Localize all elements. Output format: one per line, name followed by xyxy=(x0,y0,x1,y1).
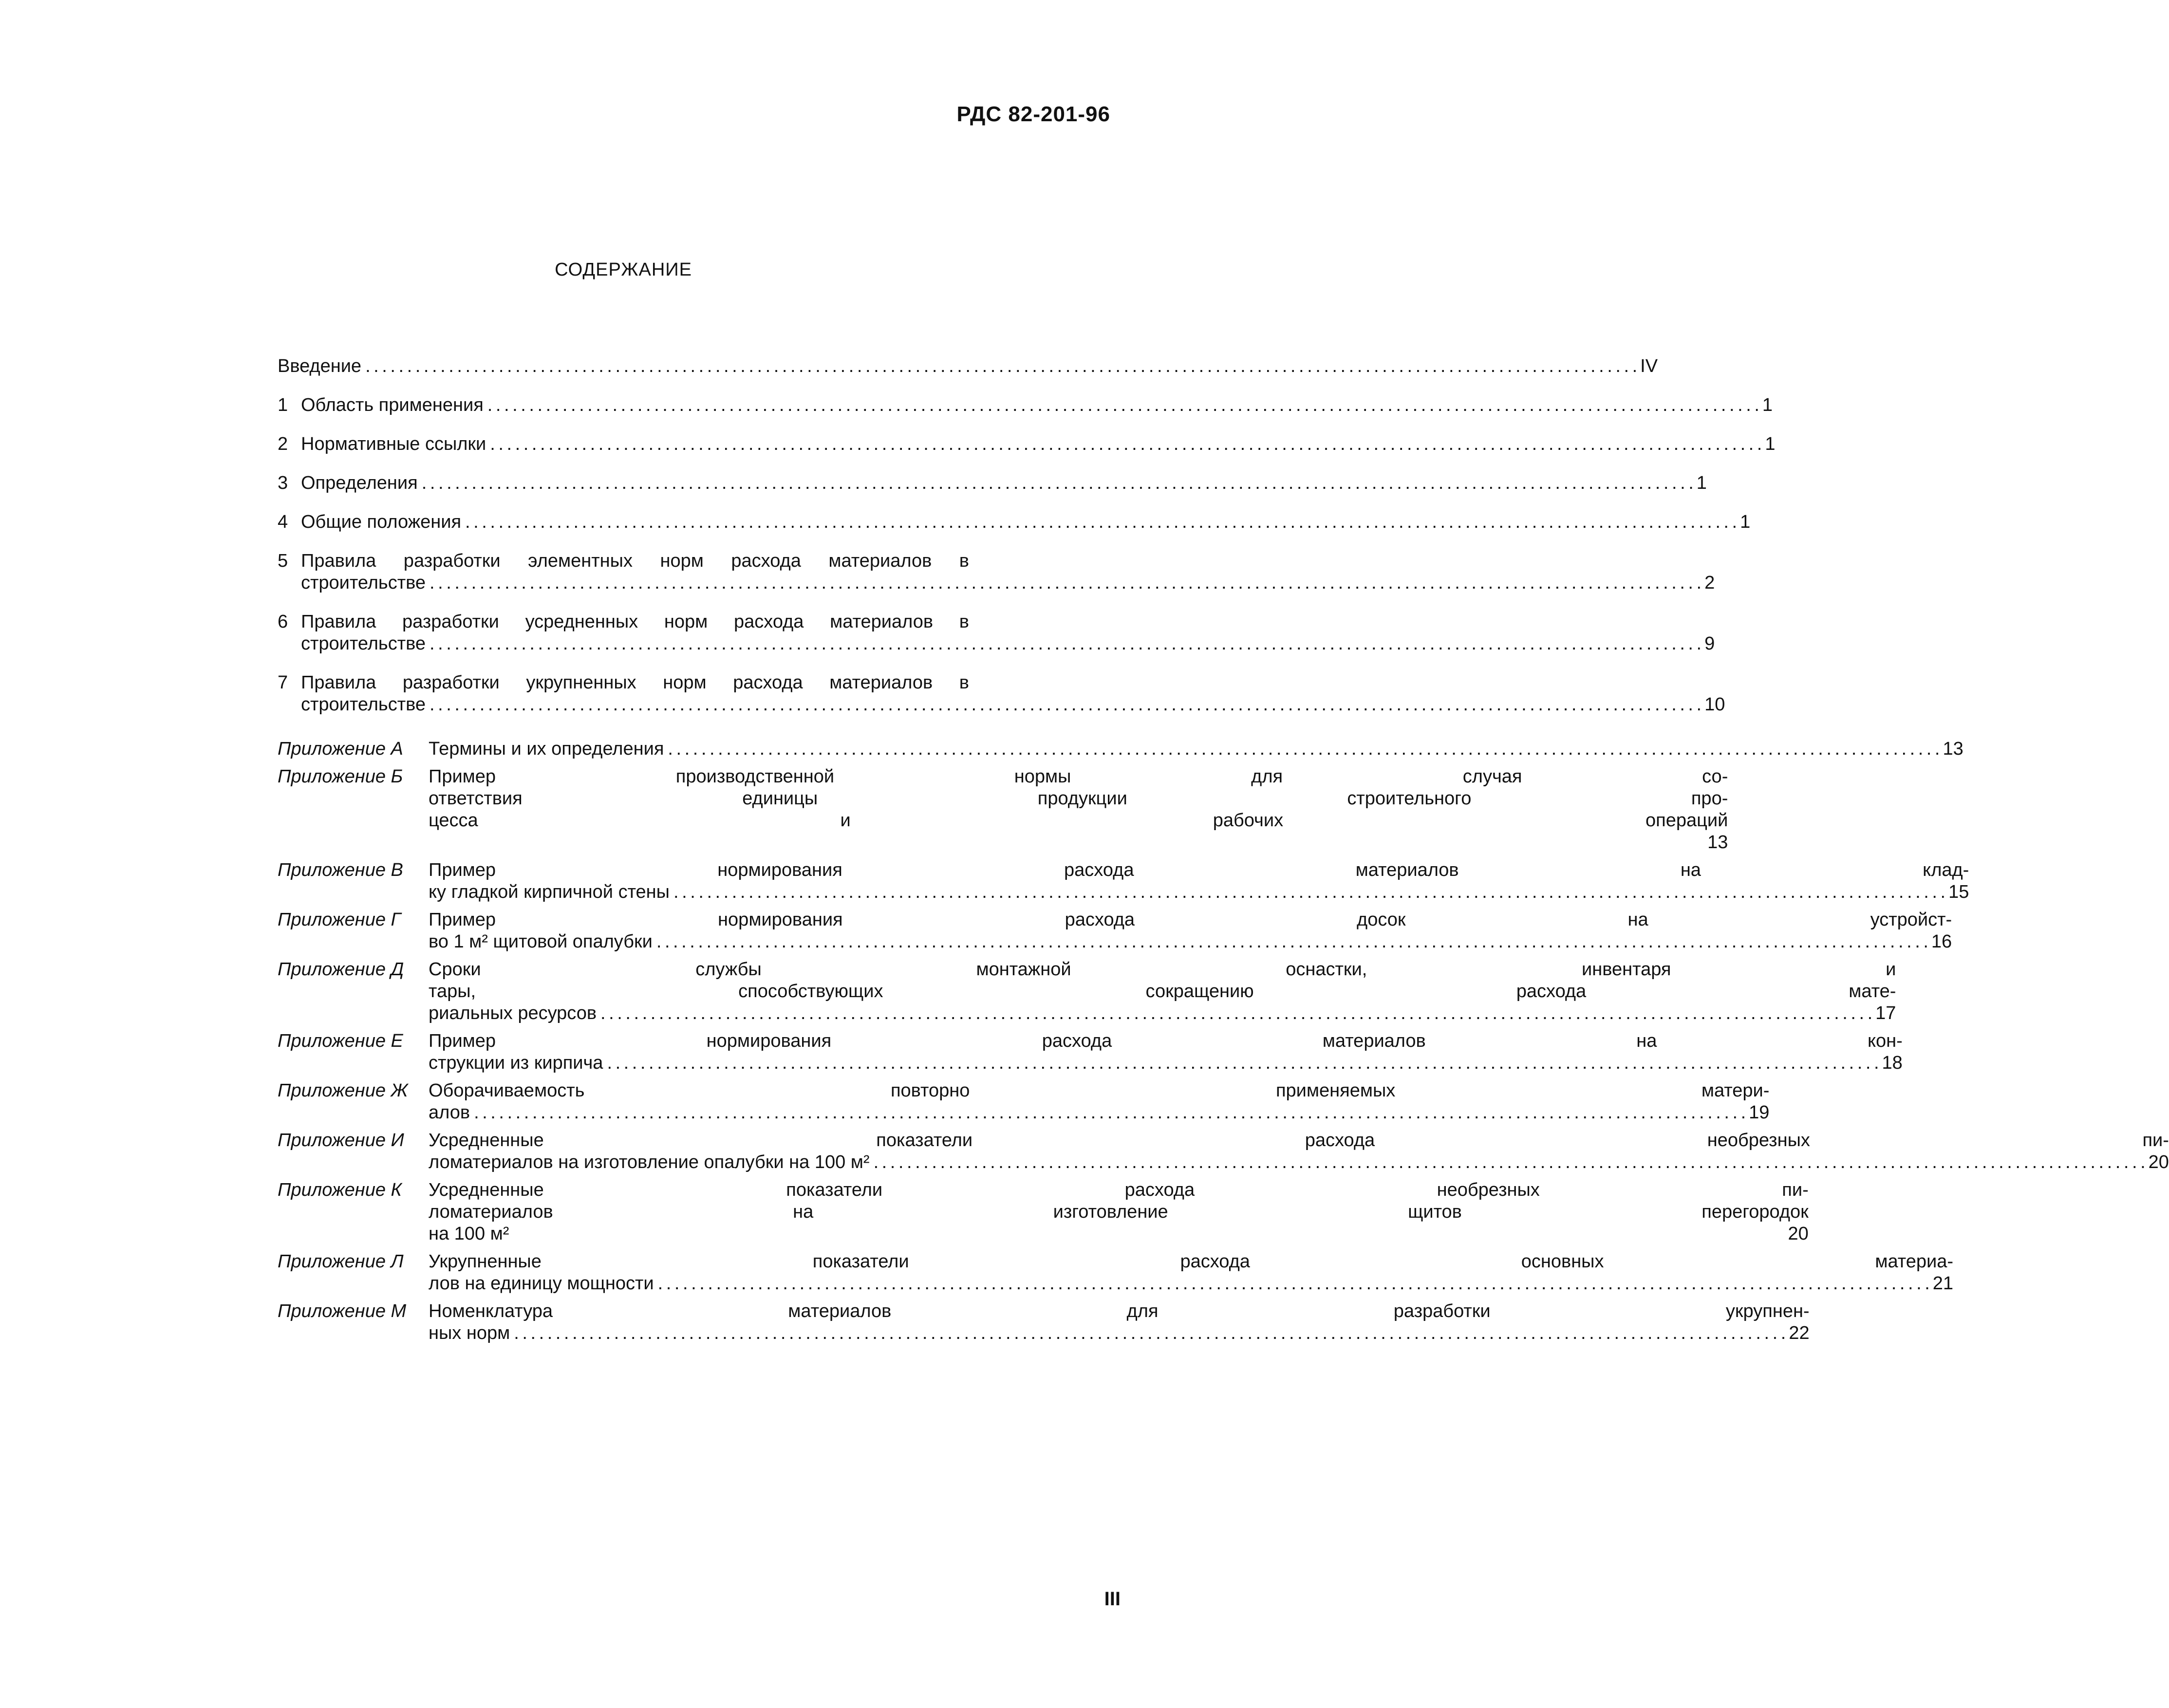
toc-appendix-entry[interactable] xyxy=(278,1130,2169,1173)
section-number: 7 xyxy=(278,672,288,693)
page-number: III xyxy=(1104,1588,1121,1610)
toc-entry-leader-line[interactable] xyxy=(301,694,1725,716)
toc-entry-line: Оборачиваемость повторно применяемых матери- xyxy=(429,1080,1770,1101)
appendix-label: Приложение К xyxy=(278,1180,402,1200)
section-number: 3 xyxy=(278,473,288,493)
section-number: 2 xyxy=(278,434,288,454)
toc-entry-text: Нормативные ссылки xyxy=(301,434,486,454)
table-of-contents xyxy=(278,355,2169,1344)
appendix-body xyxy=(429,909,1952,953)
section-body xyxy=(301,394,1773,416)
section-body xyxy=(301,672,1725,716)
toc-entry-line: Пример нормирования расхода материалов на клад- xyxy=(429,860,1969,880)
dot-leader xyxy=(668,738,1939,760)
toc-appendix-entry[interactable] xyxy=(278,766,1728,854)
toc-entry-leader-line[interactable] xyxy=(301,472,1707,494)
toc-entry-leader-line[interactable] xyxy=(301,394,1773,416)
appendix-label: Приложение М xyxy=(278,1301,407,1321)
toc-appendix-entry[interactable] xyxy=(278,909,1952,953)
dot-leader xyxy=(658,1273,1929,1295)
toc-page-number: 13 xyxy=(1707,832,1728,853)
toc-entry-leader-line[interactable] xyxy=(301,433,1776,455)
toc-title: СОДЕРЖАНИЕ xyxy=(555,260,692,280)
toc-page-number: 10 xyxy=(1704,694,1725,715)
toc-entry-leader-line[interactable] xyxy=(429,738,1963,760)
toc-page-number: 1 xyxy=(1765,434,1776,454)
toc-entry-line: Пример нормирования расхода материалов на кон- xyxy=(429,1031,1903,1051)
toc-page-number: 17 xyxy=(1875,1003,1896,1023)
toc-section-entry[interactable] xyxy=(278,355,1658,377)
section-body xyxy=(301,472,1707,494)
section-body xyxy=(278,355,1658,377)
toc-page-number: 16 xyxy=(1931,931,1952,952)
toc-entry-text: ломатериалов на изготовление опалубки на 100 м² xyxy=(429,1152,870,1172)
toc-entry-leader-line[interactable] xyxy=(301,572,1715,594)
toc-entry-line: Сроки службы монтажной оснастки, инвентаря и xyxy=(429,959,1896,980)
toc-entry-leader-line[interactable] xyxy=(429,832,1728,854)
toc-entry-text: Определения xyxy=(301,473,418,493)
toc-entry-line: Пример нормирования расхода досок на устройст- xyxy=(429,910,1952,930)
dot-leader xyxy=(514,1322,1785,1344)
toc-entry-leader-line[interactable] xyxy=(429,1052,1903,1074)
section-number: 6 xyxy=(278,612,288,632)
toc-entry-line: Правила разработки усредненных норм расхода материалов в xyxy=(301,612,969,632)
toc-page-number: 15 xyxy=(1948,882,1969,902)
toc-entry-line: Правила разработки элементных норм расхода материалов в xyxy=(301,551,969,571)
toc-entry-text: алов xyxy=(429,1102,470,1123)
toc-appendix-entry[interactable] xyxy=(278,1030,1903,1074)
toc-entry-text: лов на единицу мощности xyxy=(429,1273,654,1294)
toc-entry-line: Усредненные показатели расхода необрезных пи- xyxy=(429,1130,2169,1151)
toc-entry-text: Введение xyxy=(278,356,362,376)
toc-entry-leader-line[interactable] xyxy=(429,1003,1896,1024)
toc-section-entry[interactable] xyxy=(278,433,1776,455)
toc-page-number: 22 xyxy=(1789,1323,1810,1343)
toc-entry-line: цесса и рабочих операций xyxy=(429,810,1728,831)
toc-entry-text: риальных ресурсов xyxy=(429,1003,597,1023)
toc-page-number: 19 xyxy=(1749,1102,1770,1123)
appendix-body xyxy=(429,1251,1953,1295)
appendix-label: Приложение Г xyxy=(278,910,401,930)
toc-appendix-entry[interactable] xyxy=(278,959,1896,1024)
section-body xyxy=(301,433,1776,455)
appendix-body xyxy=(429,859,1969,903)
dot-leader xyxy=(430,572,1701,594)
toc-entry-leader-line[interactable] xyxy=(429,1102,1769,1124)
toc-page-number: 21 xyxy=(1932,1273,1954,1294)
toc-entry-text: строительстве xyxy=(301,694,426,715)
dot-leader xyxy=(430,694,1701,716)
toc-entry-line: ответствия единицы продукции строительного про- xyxy=(429,788,1728,809)
toc-page-number: 2 xyxy=(1704,573,1715,593)
appendix-label: Приложение Е xyxy=(278,1031,403,1051)
appendix-label: Приложение Д xyxy=(278,959,404,980)
toc-entry-text: ных норм xyxy=(429,1323,510,1343)
toc-entry-text: Область применения xyxy=(301,395,484,415)
toc-entry-leader-line[interactable] xyxy=(429,1223,1809,1245)
toc-entry-text: Термины и их определения xyxy=(429,739,664,759)
toc-section-entry[interactable] xyxy=(278,550,1715,594)
toc-entry-leader-line[interactable] xyxy=(429,1151,2169,1173)
toc-page-number: 20 xyxy=(1788,1224,1809,1244)
toc-page-number: 13 xyxy=(1943,739,1963,759)
toc-entry-line: тары, способствующих сокращению расхода мате- xyxy=(429,981,1896,1002)
toc-appendix-entry[interactable] xyxy=(278,1251,1954,1295)
appendix-body xyxy=(429,959,1896,1024)
toc-entry-leader-line[interactable] xyxy=(429,1273,1953,1295)
toc-appendices xyxy=(278,738,2169,1344)
toc-page-number: 9 xyxy=(1704,633,1715,654)
toc-entry-line: Правила разработки укрупненных норм расхода материалов в xyxy=(301,672,969,693)
toc-entry-line: Усредненные показатели расхода необрезных пи- xyxy=(429,1180,1809,1200)
appendix-body xyxy=(429,1179,1809,1245)
toc-entry-text: Общие положения xyxy=(301,512,462,532)
toc-page-number: 20 xyxy=(2148,1152,2169,1172)
toc-entry-text: струкции из кирпича xyxy=(429,1053,603,1073)
toc-page-number: IV xyxy=(1640,356,1658,376)
toc-entry-line: Пример производственной нормы для случая со- xyxy=(429,766,1728,787)
appendix-body xyxy=(429,1080,1769,1124)
toc-section-entry[interactable] xyxy=(278,672,1725,716)
toc-appendix-entry[interactable] xyxy=(278,1080,1770,1124)
section-number: 4 xyxy=(278,512,288,532)
appendix-label: Приложение Б xyxy=(278,766,403,787)
toc-entry-leader-line[interactable] xyxy=(429,881,1969,903)
dot-leader xyxy=(422,472,1693,494)
toc-entry-text: строительстве xyxy=(301,633,426,654)
appendix-label: Приложение Л xyxy=(278,1251,404,1272)
toc-page-number: 1 xyxy=(1762,395,1773,415)
appendix-body xyxy=(429,1300,1810,1344)
toc-sections xyxy=(278,355,1776,716)
toc-entry-line: Номенклатура материалов для разработки укрупнен- xyxy=(429,1301,1810,1321)
appendix-label: Приложение И xyxy=(278,1130,404,1151)
dot-leader xyxy=(673,881,1945,903)
appendix-body xyxy=(429,1130,2169,1173)
dot-leader xyxy=(474,1102,1745,1124)
appendix-label: Приложение А xyxy=(278,739,403,759)
toc-entry-line: Укрупненные показатели расхода основных материа- xyxy=(429,1251,1954,1272)
document-code: РДС 82-201-96 xyxy=(956,102,1110,126)
toc-entry-line: ломатериалов на изготовление щитов перегородок xyxy=(429,1202,1809,1222)
dot-leader xyxy=(600,1003,1871,1024)
toc-appendix-entry[interactable] xyxy=(278,738,1963,760)
appendix-label: Приложение В xyxy=(278,860,403,880)
toc-entry-text: на 100 м² xyxy=(429,1224,509,1244)
dot-leader xyxy=(430,633,1701,655)
toc-appendix-entry[interactable] xyxy=(278,1179,1809,1245)
section-number: 5 xyxy=(278,551,288,571)
toc-page-number: 1 xyxy=(1740,512,1751,532)
toc-section-entry[interactable] xyxy=(278,611,1715,655)
toc-entry-text: во 1 м² щитовой опалубки xyxy=(429,931,653,952)
toc-appendix-entry[interactable] xyxy=(278,859,1969,903)
appendix-body xyxy=(429,738,1963,760)
dot-leader xyxy=(490,433,1761,455)
toc-entry-leader-line[interactable] xyxy=(429,931,1952,953)
toc-section-entry[interactable] xyxy=(278,472,1707,494)
dot-leader xyxy=(487,394,1758,416)
section-body xyxy=(301,550,1715,594)
toc-appendix-entry[interactable] xyxy=(278,1300,1810,1344)
toc-entry-leader-line[interactable] xyxy=(429,1322,1810,1344)
dot-leader xyxy=(607,1052,1878,1074)
appendix-label: Приложение Ж xyxy=(278,1080,408,1101)
section-body xyxy=(301,611,1715,655)
section-body xyxy=(301,511,1751,533)
section-number: 1 xyxy=(278,395,288,415)
toc-entry-leader-line[interactable] xyxy=(301,633,1715,655)
toc-entry-leader-line[interactable] xyxy=(301,511,1751,533)
dot-leader xyxy=(656,931,1927,953)
dot-leader xyxy=(465,511,1736,533)
dot-leader xyxy=(874,1151,2145,1173)
toc-entry-text: строительстве xyxy=(301,573,426,593)
dot-leader xyxy=(365,355,1636,377)
toc-page-number: 18 xyxy=(1882,1053,1903,1073)
toc-section-entry[interactable] xyxy=(278,511,1751,533)
toc-page-number: 1 xyxy=(1696,473,1707,493)
toc-entry-text: ку гладкой кирпичной стены xyxy=(429,882,670,902)
toc-section-entry[interactable] xyxy=(278,394,1773,416)
appendix-body xyxy=(429,1030,1903,1074)
appendix-body xyxy=(429,766,1728,854)
toc-entry-leader-line[interactable] xyxy=(278,355,1658,377)
